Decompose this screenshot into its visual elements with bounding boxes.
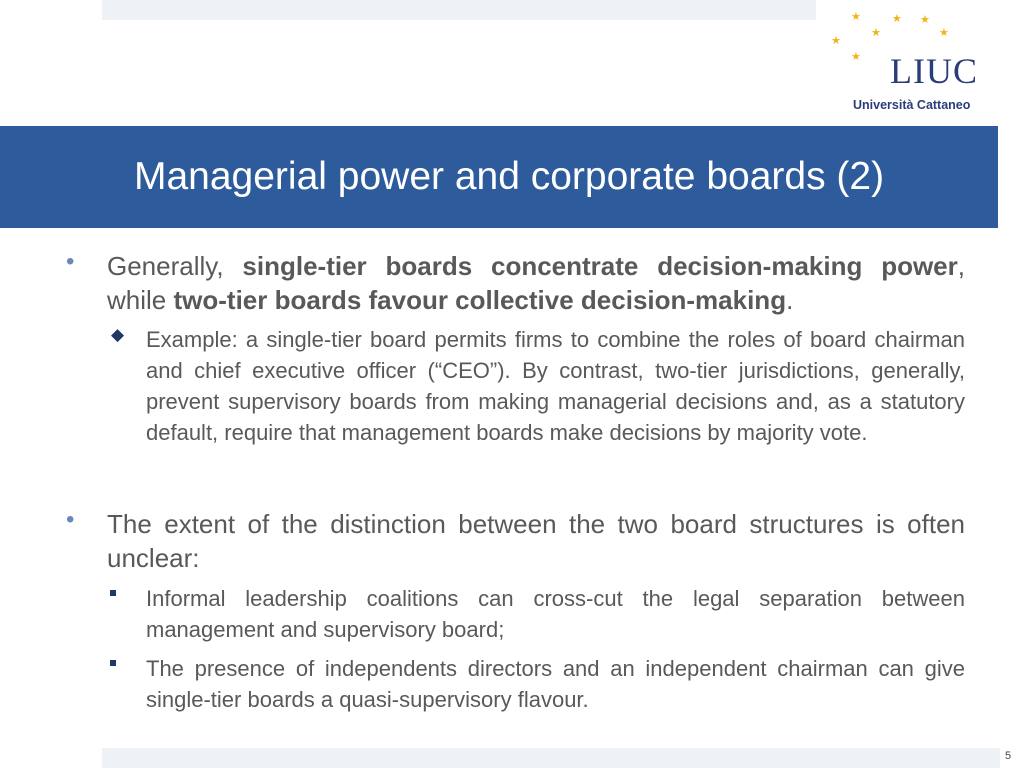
slide-title: Managerial power and corporate boards (2) (134, 155, 885, 198)
star-icon: ★ (920, 14, 930, 26)
square-bullet-icon (110, 590, 116, 596)
bottom-decorative-bar (102, 748, 1000, 768)
bullet-1-part-1: Generally, (107, 251, 243, 281)
diamond-bullet-icon: ◆ (111, 325, 125, 344)
bullet-dot-icon: • (66, 506, 75, 533)
page-number: 5 (1005, 750, 1012, 762)
bullet-2-sub-1-text: Informal leadership coalitions can cross-cut the legal separation between management and supervisory board; (146, 586, 965, 642)
square-bullet-icon (110, 660, 116, 666)
logo-wordmark: LIUC (890, 51, 978, 91)
bullet-1-bold-1: single-tier boards concentrate decision-making power (242, 251, 958, 281)
bullet-1-sub-text: Example: a single-tier board permits firms to combine the roles of board chairman and chief executive officer (“CEO”). By contrast, two-tier jurisdictions, generally, prevent supervisory boards from making managerial decisions and, as a statutory default, require that management boards make decisions by majority vote. (146, 327, 965, 445)
star-icon: ★ (939, 27, 949, 39)
bullet-dot-icon: • (66, 248, 75, 275)
bullet-1-text (107, 249, 965, 317)
bullet-1-bold-2: two-tier boards favour collective decision-making (173, 285, 787, 315)
bullet-1-part-3: . (786, 285, 794, 315)
star-icon: ★ (892, 13, 902, 25)
star-icon: ★ (831, 35, 841, 47)
star-icon: ★ (851, 51, 861, 63)
bullet-2-sub-2-text: The presence of independents directors and an independent chairman can give single-tier boards a quasi-supervisory flavour. (146, 656, 965, 712)
bullet-1-part-2: , while (107, 251, 965, 315)
star-icon: ★ (871, 27, 881, 39)
bullet-2-text: The extent of the distinction between the two board structures is often unclear: (107, 509, 965, 573)
logo-subtitle: Università Cattaneo (853, 98, 971, 112)
star-icon: ★ (851, 11, 861, 23)
